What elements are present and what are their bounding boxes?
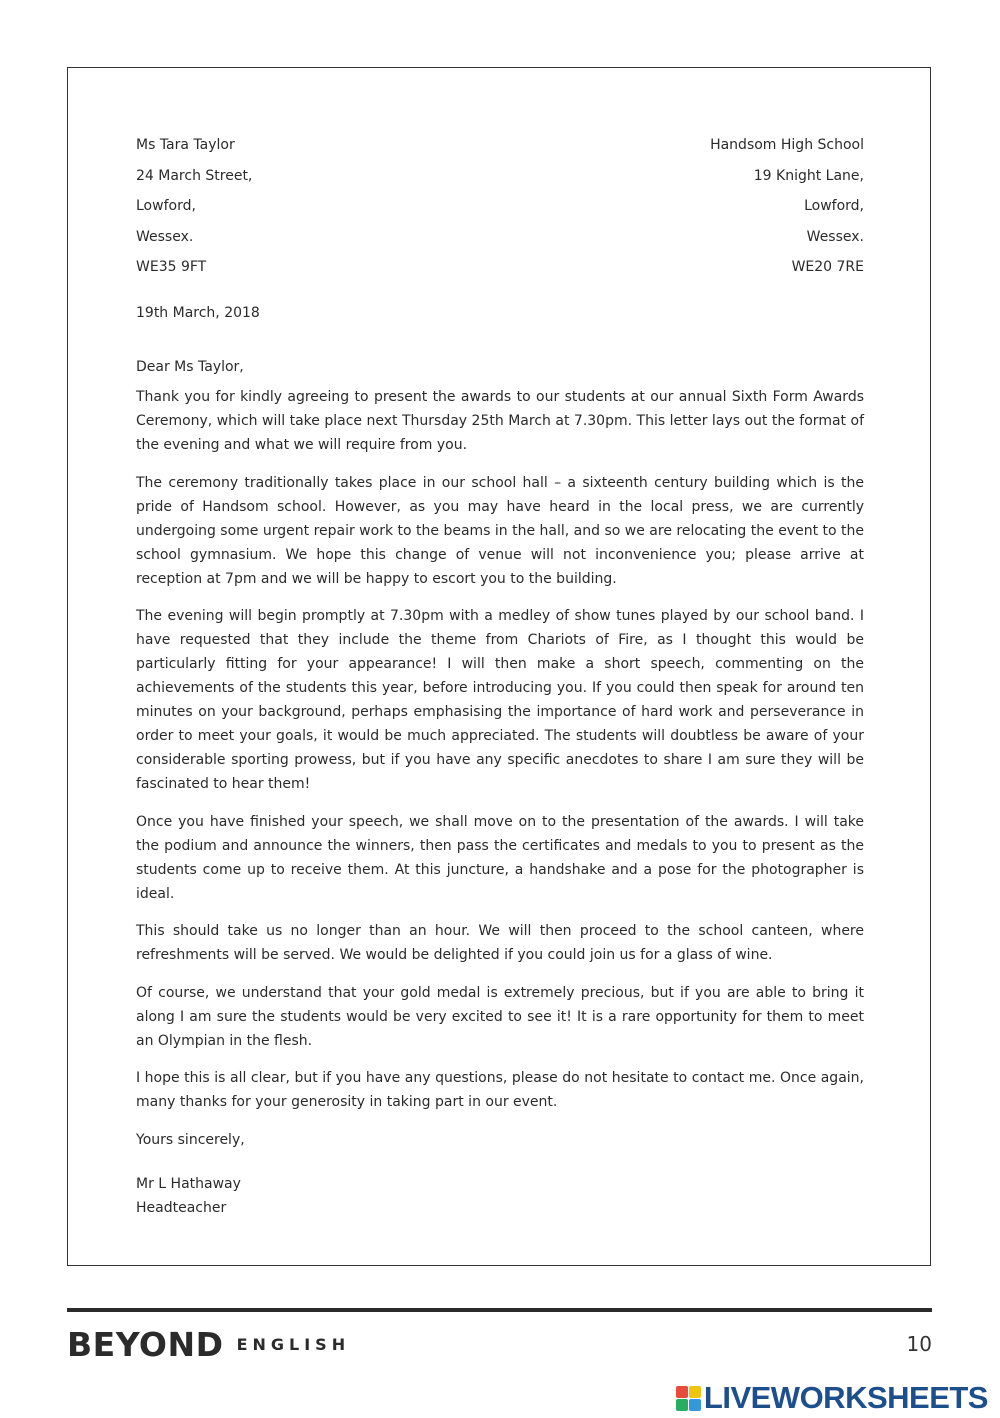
brand-logo	[67, 1325, 351, 1364]
recipient-name: Handsom High School	[710, 137, 864, 153]
signature-title: Headteacher	[136, 1199, 227, 1216]
paragraph: Once you have finished your speech, we shall move on to the presentation of the awards. I will take the podium and announce the winners, then pass the certificates and medals to you to present as the students come up to receive them. At this juncture, a handshake and a pose for the photographer is ideal.	[136, 813, 864, 902]
paragraph: The ceremony traditionally takes place in our school hall – a sixteenth century building which is the pride of Handsom school. However, as you may have heard in the local press, we are currently undergoing some urgent repair work to the beams in the hall, and so we are relocating the event to the school gymnasium. We hope this change of venue will not inconvenience you; please arrive at reception at 7pm and we will be happy to escort you to the building.	[136, 474, 864, 587]
sender-address-line: 24 March Street,	[136, 167, 253, 184]
closing: Yours sincerely,	[136, 1131, 245, 1148]
signature-block	[136, 1172, 864, 1220]
letter-date: 19th March, 2018	[136, 305, 260, 321]
sender-address-line: WE35 9FT	[136, 259, 207, 276]
watermark-text: LIVEWORKSHEETS	[703, 1380, 988, 1415]
paragraph: The evening will begin promptly at 7.30pm with a medley of show tunes played by our school band. I have requested that they include the theme from Chariots of Fire, as I thought this would be particularly fitting for your appearance! I will then make a short speech, commenting on the achievements of the students this year, before introducing you. If you could then speak for around ten minutes on your background, perhaps emphasising the importance of hard work and perseverance in order to meet your goals, it would be much appreciated. The students will doubtless be aware of your considerable sporting prowess, but if you have any specific anecdotes to share I am sure they will be fascinated to hear them!	[136, 608, 864, 792]
sender-address-line: Wessex.	[136, 228, 194, 245]
paragraph: I hope this is all clear, but if you have any questions, please do not hesitate to contact me. Once again, many thanks for your generosity in taking part in our event.	[136, 1070, 864, 1110]
recipient-address-line: 19 Knight Lane,	[753, 167, 864, 184]
recipient-address-line: Lowford,	[804, 198, 864, 215]
logo-tile	[689, 1386, 701, 1398]
logo-tile	[689, 1399, 701, 1411]
recipient-address	[710, 130, 864, 283]
logo-tile	[676, 1399, 688, 1411]
paragraph: This should take us no longer than an hour. We will then proceed to the school canteen, where refreshments will be served. We would be delighted if you could join us for a glass of wine.	[136, 923, 864, 963]
brand-sub: ENGLISH	[236, 1335, 351, 1354]
sender-address	[136, 130, 252, 283]
recipient-address-line: WE20 7RE	[791, 259, 864, 276]
footer-divider	[67, 1308, 932, 1312]
liveworksheets-watermark[interactable]	[676, 1380, 988, 1416]
paragraph: Thank you for kindly agreeing to present the awards to our students at our annual Sixth Form Awards Ceremony, which will take place next Thursday 25th March at 7.30pm. This letter lays out the format of the evening and what we will require from you.	[136, 389, 864, 453]
recipient-address-line: Wessex.	[806, 228, 864, 245]
liveworksheets-logo-icon	[676, 1386, 701, 1411]
brand-main: BEYOND	[67, 1325, 224, 1364]
signature-name: Mr L Hathaway	[136, 1175, 241, 1192]
salutation: Dear Ms Taylor,	[136, 359, 244, 375]
sender-name: Ms Tara Taylor	[136, 137, 235, 153]
letter-body	[136, 355, 864, 1220]
page-number: 10	[906, 1332, 932, 1356]
paragraph: Of course, we understand that your gold medal is extremely precious, but if you are able to bring it along I am sure the students would be very excited to see it! It is a rare opportunity for them to meet an Olympian in the flesh.	[136, 984, 864, 1049]
sender-address-line: Lowford,	[136, 198, 196, 215]
logo-tile	[676, 1386, 688, 1398]
